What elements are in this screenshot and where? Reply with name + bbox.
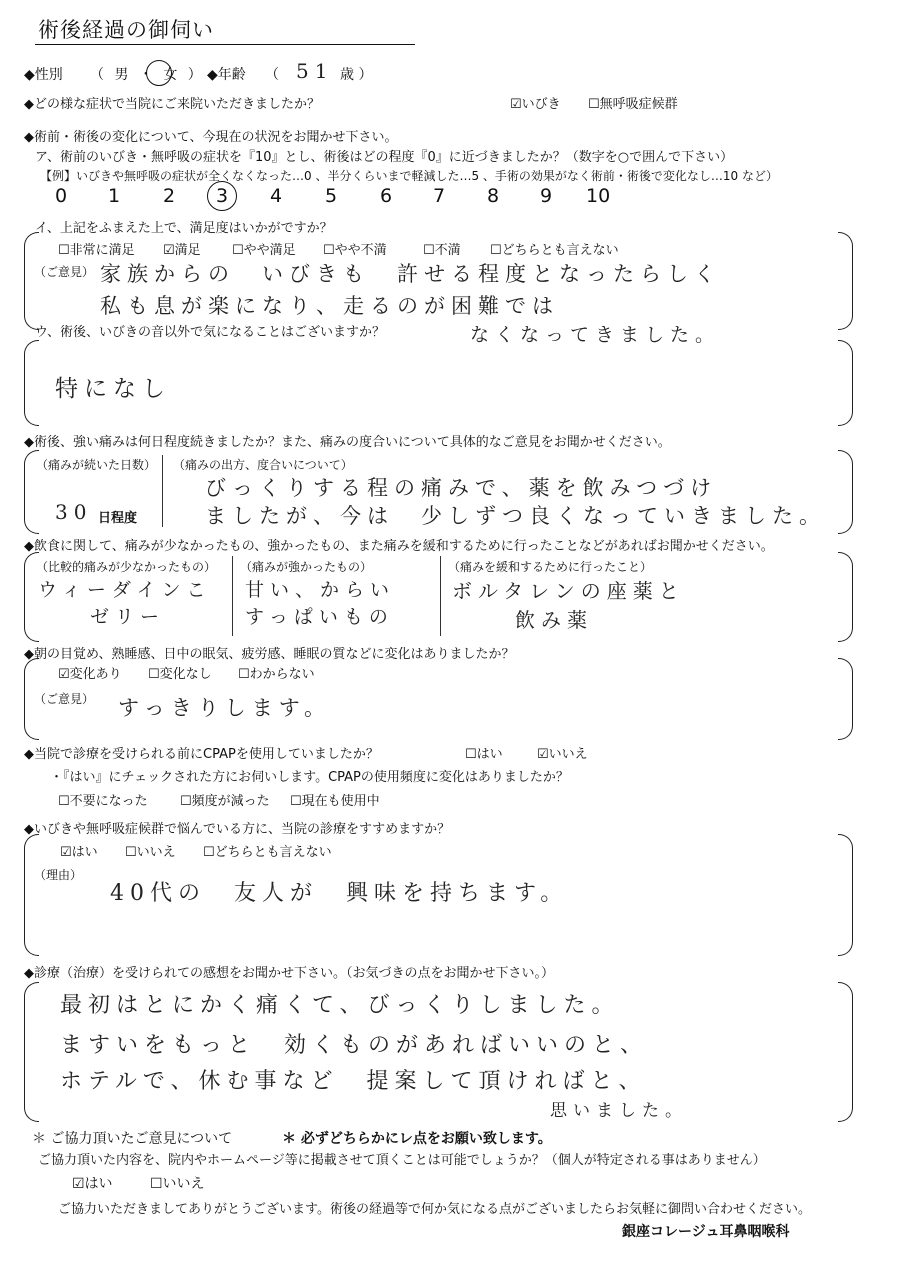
q7-bracket-left: [24, 834, 39, 956]
score-6[interactable]: 6: [380, 185, 393, 207]
age-value: 51: [296, 59, 334, 83]
satisfaction-somewhat[interactable]: ☐やや満足: [232, 243, 296, 258]
satisfaction-neither[interactable]: ☐どちらとも言えない: [490, 243, 619, 258]
q6-sub-option-2[interactable]: ☐頻度が減った: [180, 794, 270, 809]
score-3[interactable]: 3: [216, 185, 229, 207]
clinic-name: 銀座コレージュ耳鼻咽喉科: [622, 1224, 790, 1240]
q7-reason: 40代の 友人が 興味を持ちます。: [110, 881, 569, 906]
relief-line-2: 飲み薬: [515, 608, 593, 632]
footer-option-yes[interactable]: ☑はい: [72, 1176, 113, 1192]
age-open: （: [265, 67, 279, 83]
satisfaction-somewhat-dis[interactable]: ☐やや不満: [323, 243, 387, 258]
opinion-line-1: 家族からの いびきも 許せる程度となったらしく: [100, 262, 721, 286]
q8-line-2: ますいをもっと 効くものがあればいいのと、: [60, 1033, 649, 1058]
q7-reason-label: （理由）: [34, 868, 83, 882]
q4-divider-1: [232, 556, 233, 636]
satisfaction-bracket-right: [838, 232, 853, 330]
q5-answer: すっきりします。: [118, 696, 332, 720]
score-2[interactable]: 2: [163, 185, 176, 207]
q1-text: ◆どの様な症状で当院にご来院いただきましたか？: [24, 97, 320, 112]
q7-option-neither[interactable]: ☐どちらとも言えない: [203, 845, 332, 860]
satisfaction-satisfied[interactable]: ☑満足: [163, 243, 201, 258]
q3-bracket-right: [838, 450, 853, 534]
opinion-line-3: なくなってきました。: [470, 324, 721, 346]
q2-a-text: ア、術前のいびき・無呼吸の症状を『10』とし、術後はどの程度『0』に近づきましたか？（数字を○で囲んで下さい）: [35, 150, 734, 165]
satisfaction-bracket-left: [24, 232, 39, 330]
age-label: ◆年齢: [207, 67, 246, 83]
q5-option-changed[interactable]: ☑変化あり: [58, 667, 122, 682]
sex-label: ◆性別: [24, 67, 63, 83]
satisfaction-dis[interactable]: ☐不満: [423, 243, 461, 258]
sex-selected-circle: [146, 60, 172, 86]
age-unit: 歳 ）: [340, 67, 373, 83]
degree-line-1: びっくりする程の痛みで、薬を飲みつづけ: [205, 476, 718, 500]
q8-bracket-left: [24, 982, 39, 1122]
less-line-1: ウィーダインこ: [38, 579, 212, 601]
q2-example: 【例】いびきや無呼吸の症状が全くなくなった…0 、半分くらいまで軽減した…5 、手術の効果がなく術前・術後で変化なし…10 など）: [40, 169, 778, 183]
q6-option-no[interactable]: ☑いいえ: [537, 747, 588, 762]
satisfaction-very[interactable]: ☐非常に満足: [58, 243, 135, 258]
q5-heading: ◆朝の目覚め、熟睡感、日中の眠気、疲労感、睡眠の質などに変化はありましたか？: [24, 647, 515, 662]
q6-sub: ・『はい』にチェックされた方にお伺いします。CPAPの使用頻度に変化はありましたか？: [50, 770, 569, 785]
score-9[interactable]: 9: [540, 185, 553, 207]
days-label: （痛みが続いた日数）: [36, 458, 157, 472]
q8-line-1: 最初はとにかく痛くて、びっくりしました。: [60, 993, 620, 1018]
days-value: 30: [55, 500, 93, 524]
footer-note-b: ＊ 必ずどちらかにレ点をお願い致します。: [282, 1131, 552, 1147]
score-4[interactable]: 4: [270, 185, 283, 207]
q1-option-snore[interactable]: ☑いびき: [510, 97, 561, 112]
score-7[interactable]: 7: [433, 185, 446, 207]
q2-heading: ◆術前・術後の変化について、今現在の状況をお聞かせ下さい。: [24, 130, 398, 145]
opinion-label: （ご意見）: [34, 265, 95, 279]
footer-note-a: ＊ ご協力頂いたご意見について: [32, 1131, 233, 1147]
score-8[interactable]: 8: [487, 185, 500, 207]
less-line-2: ゼリー: [90, 606, 166, 628]
footer-option-no[interactable]: ☐いいえ: [150, 1176, 205, 1192]
relief-label: （痛みを緩和するために行ったこと）: [448, 560, 653, 574]
footer-thanks: ご協力いただきましてありがとうございます。術後の経過等で何か気になる点がございましたらお気軽に御問い合わせください。: [58, 1202, 811, 1217]
q8-heading: ◆診療（治療）を受けられての感想をお聞かせ下さい。（お気づきの点をお聞かせ下さい。）: [24, 966, 554, 981]
q3-divider: [162, 455, 163, 527]
sex-options: （ 男 ・ 女 ）: [90, 67, 205, 83]
q4-heading: ◆飲食に関して、痛みが少なかったもの、強かったもの、また痛みを緩和するために行ったことなどがあればお聞かせください。: [24, 539, 774, 554]
u-answer: 特になし: [55, 376, 171, 402]
q5-option-nochange[interactable]: ☐変化なし: [148, 667, 212, 682]
score-5[interactable]: 5: [325, 185, 338, 207]
relief-line-1: ボルタレンの座薬と: [452, 579, 685, 603]
q7-heading: ◆いびきや無呼吸症候群で悩んでいる方に、当院の診療をすすめますか？: [24, 822, 451, 837]
days-unit: 日程度: [98, 511, 138, 526]
q2-i-text: イ、上記をふまえた上で、満足度はいかがですか？: [35, 221, 333, 236]
q4-divider-2: [440, 556, 441, 636]
q4-bracket-right: [838, 552, 853, 642]
q7-bracket-right: [838, 834, 853, 956]
q5-bracket-right: [838, 658, 853, 740]
page-title: 術後経過の御伺い: [38, 18, 214, 42]
footer-question: ご協力頂いた内容を、院内やホームページ等に掲載させて頂くことは可能でしょうか？（個人が特定される事はありません）: [38, 1153, 766, 1168]
q8-bracket-right: [838, 982, 853, 1122]
q1-option-apnea[interactable]: ☐無呼吸症候群: [588, 97, 678, 112]
score-selected-circle: [207, 181, 237, 211]
q8-line-3: ホテルで、休む事など 提案して頂ければと、: [60, 1069, 647, 1094]
q8-line-4: 思いました。: [550, 1101, 688, 1121]
q5-opinion-label: （ご意見）: [34, 692, 95, 706]
u-bracket-left: [24, 340, 39, 426]
q7-option-yes[interactable]: ☑はい: [60, 845, 98, 860]
degree-label: （痛みの出方、度合いについて）: [173, 458, 353, 472]
strong-label: （痛みが強かったもの）: [240, 560, 373, 574]
score-0[interactable]: 0: [55, 185, 68, 207]
q2-u-text: ウ、術後、いびきの音以外で気になることはございますか？: [35, 325, 385, 340]
u-bracket-right: [838, 340, 853, 426]
title-underline: [35, 44, 415, 45]
q5-option-unknown[interactable]: ☐わからない: [238, 667, 315, 682]
opinion-line-2: 私も息が楽になり、走るのが困難では: [100, 294, 559, 318]
q3-heading: ◆術後、強い痛みは何日程度続きましたか？また、痛みの度合いについて具体的なご意見をお聞かせください。: [24, 435, 671, 450]
q6-sub-option-3[interactable]: ☐現在も使用中: [290, 794, 380, 809]
score-1[interactable]: 1: [108, 185, 121, 207]
q7-option-no[interactable]: ☐いいえ: [125, 845, 176, 860]
q6-heading: ◆当院で診療を受けられる前にCPAPを使用していましたか？: [24, 747, 379, 762]
q6-sub-option-1[interactable]: ☐不要になった: [58, 794, 148, 809]
degree-line-2: ましたが、今は 少しずつ良くなっていきました。: [205, 504, 826, 528]
less-label: （比較的痛みが少なかったもの）: [36, 560, 217, 574]
strong-line-2: すっぱいもの: [245, 606, 394, 628]
q6-option-yes[interactable]: ☐はい: [465, 747, 503, 762]
score-10[interactable]: 10: [586, 185, 611, 207]
strong-line-1: 甘い、からい: [245, 579, 396, 601]
